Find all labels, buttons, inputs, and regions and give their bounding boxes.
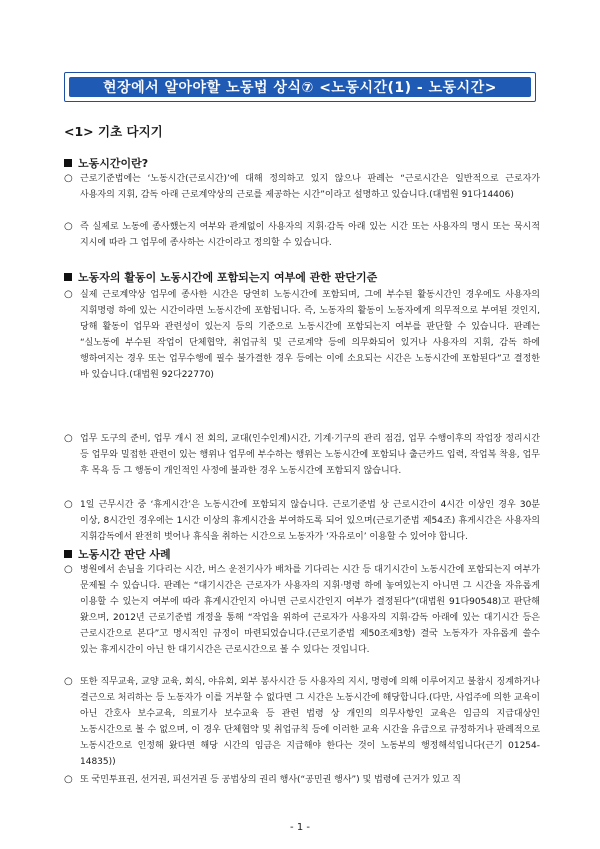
paragraph-text: 1일 근무시간 중 ‘휴게시간’은 노동시간에 포함되지 않습니다. 근로기준법 상 근로시간이 4시간 이상인 경우 30분 이상, 8시간인 경우에는 1시간 이상의 휴게시간을 부여하도록 되어 있으며(근로기준법 제54조) 휴게시간은 사용자의 지휘감독에서 완전히 벗어나 휴식을 취하는 시간으로 노동자가 ‘자유로이’ 이용할 수 있어야 합니다.: [80, 500, 540, 542]
circle-bullet-icon: ○: [64, 221, 73, 232]
paragraph: [64, 497, 540, 545]
paragraph-text: 근로기준법에는 ‘노동시간(근로시간)’에 대해 정의하고 있지 않으나 판례는 “근로시간은 일반적으로 근로자가 사용자의 지휘, 감독 아래 근로계약상의 근로를 제공하는 시간”이라고 설명하고 있습니다.(대법원 91다14406): [80, 174, 540, 200]
circle-bullet-icon: ○: [64, 564, 73, 575]
paragraph-text: 병원에서 손님을 기다리는 시간, 버스 운전기사가 배차를 기다리는 시간 등 대기시간이 노동시간에 포함되는지 여부가 문제될 수 있습니다. 판례는 “대기시간은 근로자가 사용자의 지휘·명령 하에 놓여있는지 아니면 그 시간을 자유롭게 이용할 수 있는지 여부에 따라 휴게시간인지 아니면 근로시간인지 여부가 결정된다”(대법원 91다90548)고 판단해 왔으며, 2012년 근로기준법 개정을 통해 “작업을 위하여 근로자가 사용자의 지휘·감독 아래에 있는 대기시간 등은 근로시간으로 본다”고 명시적인 규정이 마련되었습니다.(근로기준법 제50조제3항) 결국 노동자가 자유롭게 쓸수 있는 휴게시간이 아닌 한 대기시간은 근로시간으로 볼 수 있다는 것입니다.: [80, 565, 540, 655]
paragraph-text: 업무 도구의 준비, 업무 개시 전 회의, 교대(인수인계)시간, 기계·기구의 관리 점검, 업무 수행이후의 작업장 정리시간 등 업무와 밀접한 관련이 있는 행위나 업무에 부수하는 행위는 노동시간에 포함되나 출근카드 입력, 작업복 착용, 업무 후 목욕 등 그 행동이 개인적인 사정에 불과한 경우 노동시간에 포함되지 않습니다.: [80, 434, 540, 476]
square-bullet-icon: [64, 159, 72, 167]
square-bullet-icon: [64, 550, 72, 558]
section-heading-text: 노동자의 활동이 노동시간에 포함되는지 여부에 관한 판단기준: [78, 271, 378, 284]
paragraph: [64, 562, 540, 658]
title-banner: [64, 72, 536, 102]
paragraph-text: 또한 직무교육, 교양 교육, 회식, 야유회, 외부 봉사시간 등 사용자의 지시, 명령에 의해 이루어지고 불참시 징계하거나 결근으로 처리하는 등 노동자가 이를 거부할 수 없다면 그 시간은 노동시간에 해당합니다.(다만, 사업주에 의한 교육이 아닌 간호사 보수교육, 의료기사 보수교육 등 관련 법령 상 개인의 의무사항인 교육은 임금의 지급대상인 노동시간으로 볼 수 없으며, 이 경우 단체협약 및 취업규칙 등에 이러한 교육 시간을 유급으로 규정하거나 판례적으로 노동시간으로 인정해 왔다면 해당 시간의 임금은 지급해야 한다는 것이 노동부의 행정해석입니다(근기 01254-14835)): [80, 677, 540, 767]
paragraph: [64, 219, 540, 251]
section-heading-text: 노동시간이란?: [78, 157, 149, 170]
circle-bullet-icon: ○: [64, 289, 73, 300]
paragraph: [64, 674, 540, 770]
section-heading: [64, 155, 148, 171]
paragraph-text: 또 국민투표권, 선거권, 피선거권 등 공법상의 권리 행사(“공민권 행사”) 및 법령에 근거가 있고 직: [80, 775, 461, 785]
paragraph: [64, 431, 540, 479]
page-number: - 1 -: [290, 822, 310, 833]
circle-bullet-icon: ○: [64, 774, 73, 785]
square-bullet-icon: [64, 273, 72, 281]
paragraph-text: 즉 실제로 노동에 종사했는지 여부와 관계없이 사용자의 지휘·감독 아래 있는 시간 또는 사용자의 명시 또는 묵시적 지시에 따라 그 업무에 종사하는 시간이라고 정의할 수 있습니다.: [80, 222, 540, 248]
circle-bullet-icon: ○: [64, 676, 73, 687]
section-heading: [64, 546, 171, 562]
paragraph-text: 실제 근로계약상 업무에 종사한 시간은 당연히 노동시간에 포함되며, 그에 부수된 활동시간인 경우에도 사용자의 지휘명령 하에 있는 시간이라면 노동시간에 포함됩니다. 즉, 노동자의 활동이 노동자에게 의무적으로 부여된 것인지, 당해 활동이 업무와 관련성이 있는지 등의 기준으로 노동시간에 포함되는지 여부를 판단할 수 있습니다. 판례는 “실노동에 부수된 작업이 단체협약, 취업규칙 및 근로계약 등에 의무화되어 있거나 사용자의 지휘, 감독 하에 행하여지는 경우 또는 업무수행에 필수 불가결한 경우 등에는 이에 소요되는 시간은 노동시간에 포함된다”고 결정한 바 있습니다.(대법원 92다22770): [80, 290, 540, 380]
paragraph: [64, 772, 540, 788]
circle-bullet-icon: ○: [64, 173, 73, 184]
title-banner-fill: [69, 77, 531, 97]
document-title: 현장에서 알아야할 노동법 상식⑦ <노동시간(1) - 노동시간>: [103, 80, 497, 96]
paragraph: [64, 287, 540, 383]
paragraph: [64, 171, 540, 203]
circle-bullet-icon: ○: [64, 433, 73, 444]
section-heading-text: 노동시간 판단 사례: [78, 548, 171, 561]
circle-bullet-icon: ○: [64, 499, 73, 510]
chapter-heading: <1> 기초 다지기: [64, 124, 163, 139]
section-heading: [64, 269, 377, 285]
